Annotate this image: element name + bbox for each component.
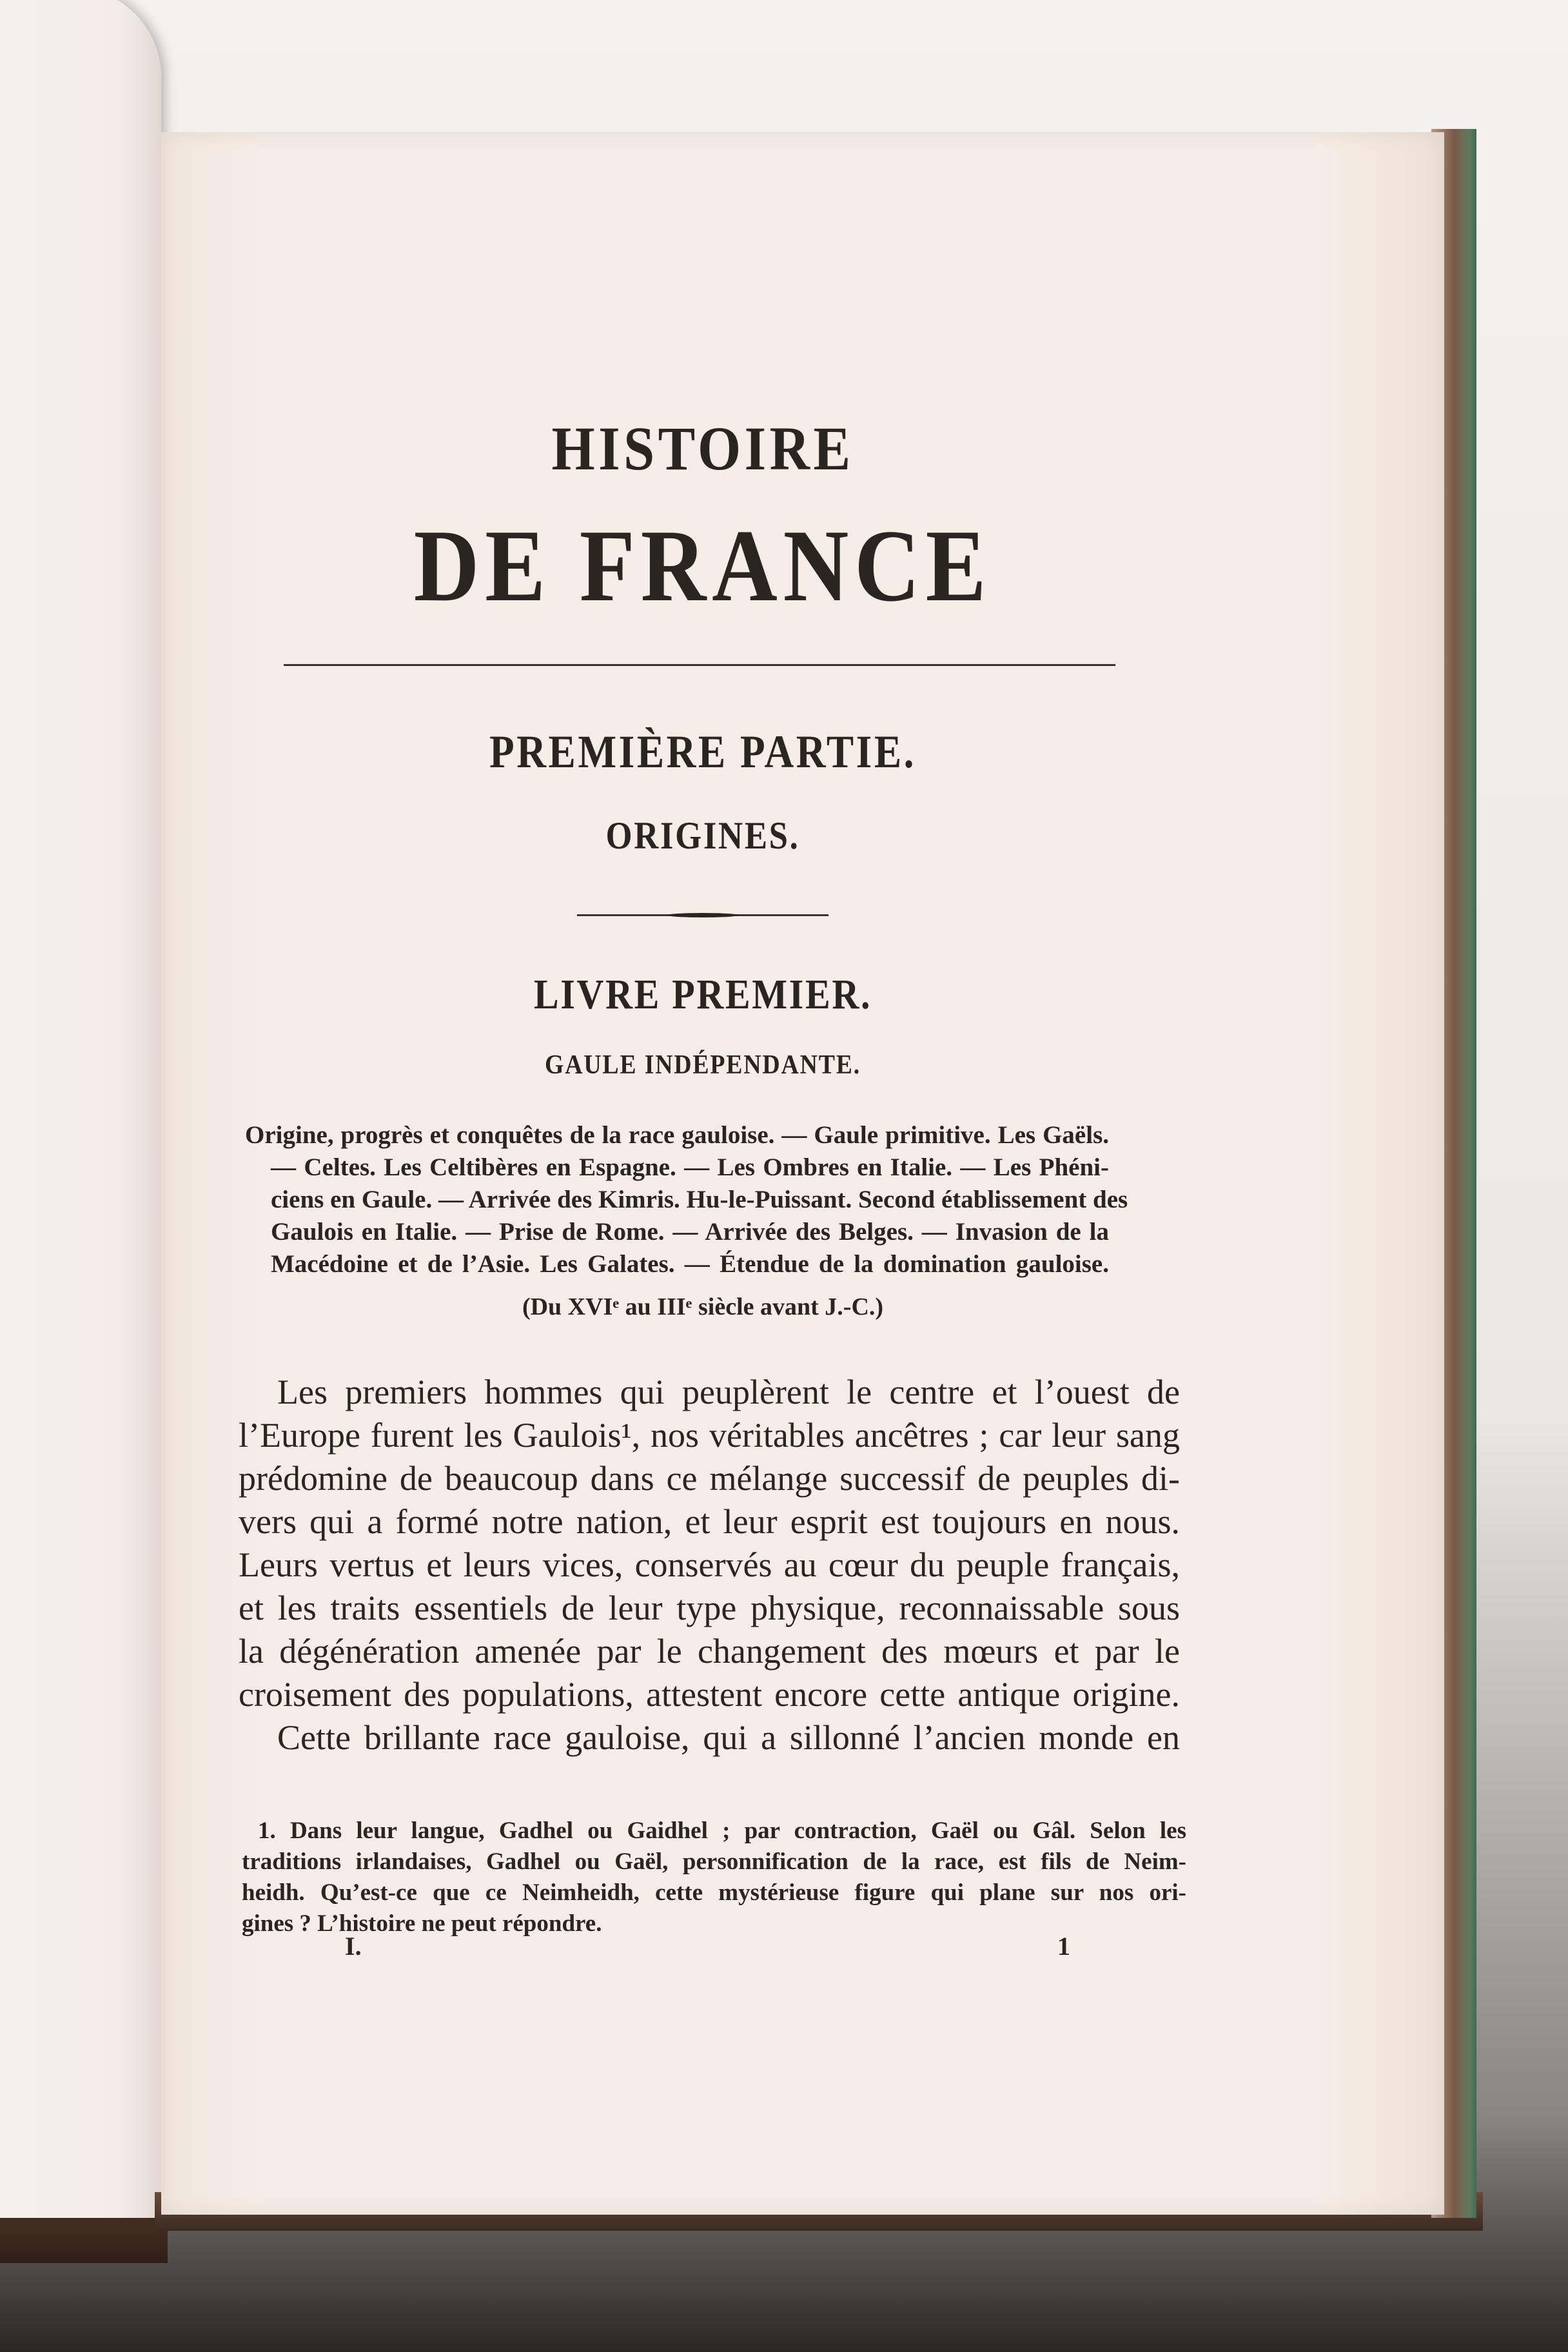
body-line: Cette brillante race gauloise, qui a sillonné l’ancien monde en (277, 1718, 1180, 1757)
footnote-line: 1. Dans leur langue, Gadhel ou Gaidhel ; par contraction, Gaël ou Gâl. Selon les (258, 1818, 1186, 1844)
date-range: (Du XVIᵉ au IIIᵉ siècle avant J.-C.) (522, 1293, 884, 1320)
summary-line: Origine, progrès et conquêtes de la race gauloise. — Gaule primitive. Les Gaëls. (245, 1121, 1109, 1149)
title-line-1: HISTOIRE (551, 414, 854, 483)
summary-line: ciens en Gaule. — Arrivée des Kimris. Hu-le-Puissant. Second établissement des (271, 1186, 1128, 1213)
body-line: vers qui a formé notre nation, et leur esprit est toujours en nous. (239, 1502, 1180, 1541)
body-line: l’Europe furent les Gaulois¹, nos véritables ancêtres ; car leur sang (239, 1416, 1180, 1455)
summary-line: Macédoine et de l’Asie. Les Galates. — Étendue de la domination gauloise. (271, 1250, 1109, 1278)
ornamental-rule (577, 914, 828, 916)
book-heading: LIVRE PREMIER. (533, 971, 872, 1018)
part-heading: PREMIÈRE PARTIE. (489, 726, 916, 778)
body-line: Les premiers hommes qui peuplèrent le centre et l’ouest de (277, 1373, 1180, 1411)
facing-page-curl (0, 0, 161, 2218)
signature-mark: I. (345, 1932, 362, 1961)
footnote-line: gines ? L’histoire ne peut répondre. (242, 1910, 602, 1937)
body-line: prédomine de beaucoup dans ce mélange successif de peuples di- (239, 1459, 1180, 1498)
summary-line: Gaulois en Italie. — Prise de Rome. — Arrivée des Belges. — Invasion de la (271, 1218, 1109, 1246)
title-rule (284, 664, 1115, 666)
body-line: Leurs vertus et leurs vices, conservés au cœur du peuple français, (239, 1545, 1180, 1584)
book-subtitle: GAULE INDÉPENDANTE. (545, 1050, 861, 1080)
footnote-line: heidh. Qu’est-ce que ce Neimheidh, cette mystérieuse figure qui plane sur nos ori- (242, 1879, 1186, 1906)
body-line: la dégénération amenée par le changement des mœurs et par le (239, 1632, 1180, 1671)
summary-line: — Celtes. Les Celtibères en Espagne. — Les Ombres en Italie. — Les Phéni- (271, 1153, 1109, 1181)
body-line: croisement des populations, attestent encore cette antique origine. (239, 1675, 1180, 1714)
footnote-line: traditions irlandaises, Gadhel ou Gaël, personnification de la race, est fils de Neim- (242, 1848, 1186, 1875)
page-number: 1 (1057, 1932, 1070, 1961)
body-line: et les traits essentiels de leur type physique, reconnaissable sous (239, 1589, 1180, 1627)
title-line-2: DE FRANCE (413, 508, 992, 623)
part-subtitle: ORIGINES. (605, 814, 800, 857)
